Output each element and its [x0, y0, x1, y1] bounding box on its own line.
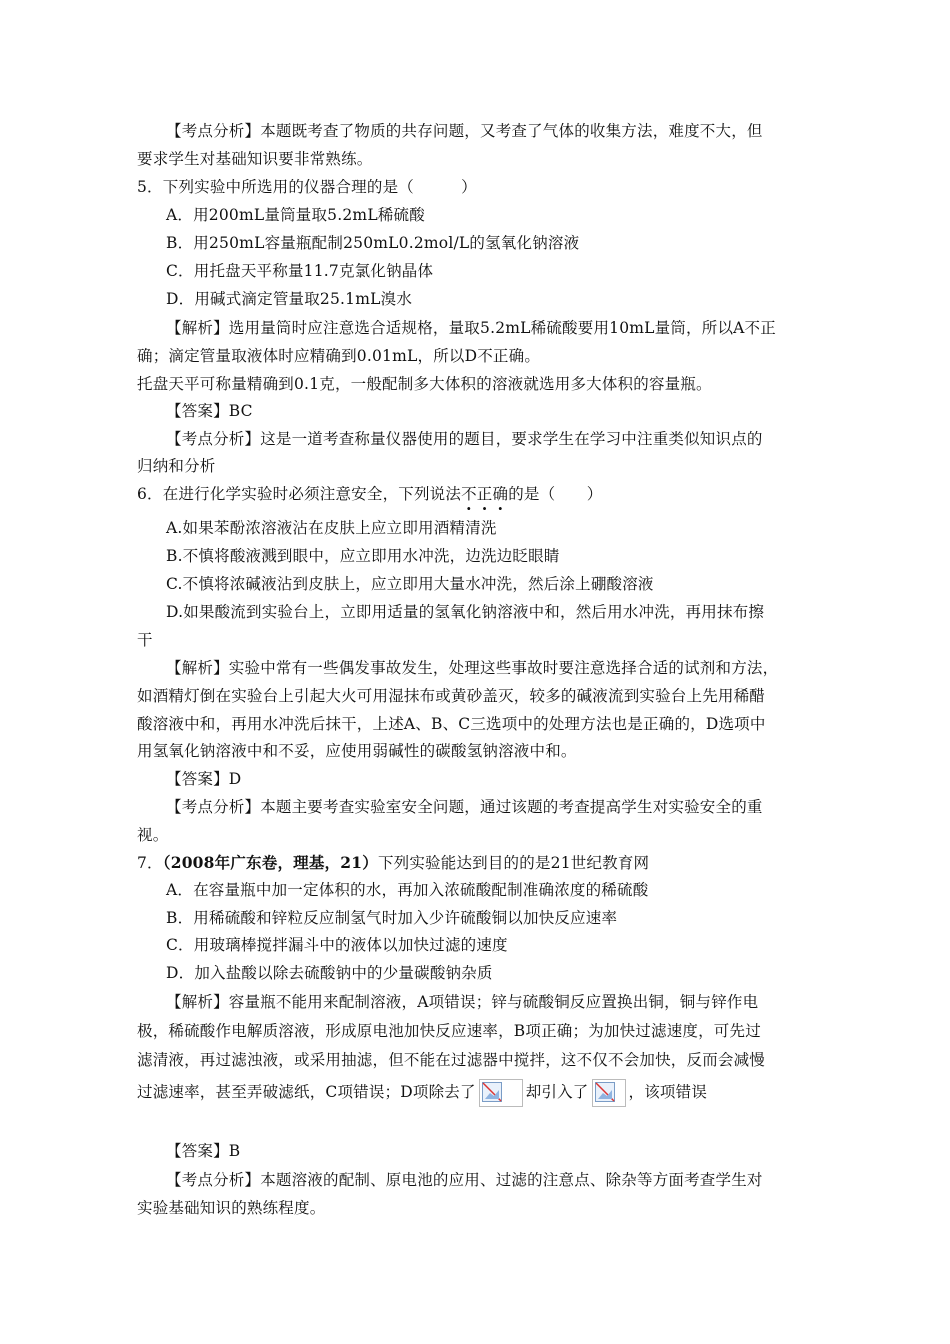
question-6-analysis-line2: 视。 [137, 826, 169, 844]
question-7-solution-text-a: 过滤速率，甚至弄破滤纸，C项错误；D项除去了 [137, 1083, 476, 1101]
question-6-solution-line2: 如酒精灯倒在实验台上引起大火可用湿抹布或黄砂盖灭，较多的碱液流到实验台上先用稀醋 [137, 687, 766, 705]
question-6-option-d-line2: 干 [137, 631, 153, 649]
question-5-option-b: B．用250mL容量瓶配制250mL0.2mol/L的氢氧化钠溶液 [166, 234, 580, 252]
question-7-number: 7． [137, 854, 163, 872]
analysis-q4-line2: 要求学生对基础知识要非常熟练。 [137, 150, 373, 168]
question-7-solution-line4 [137, 1079, 707, 1107]
question-5-analysis-line2: 归纳和分析 [137, 457, 216, 475]
broken-image-icon [479, 1079, 523, 1107]
question-7-option-d: D．加入盐酸以除去硫酸钠中的少量碳酸钠杂质 [166, 964, 493, 982]
question-7-analysis-line1: 【考点分析】本题溶液的配制、原电池的应用、过滤的注意点、除杂等方面考查学生对 [166, 1171, 763, 1189]
question-7-stem [137, 853, 649, 873]
question-6-option-b: B.不慎将酸液溅到眼中，应立即用水冲洗，边洗边眨眼睛 [166, 547, 560, 565]
analysis-q4-line1: 【考点分析】本题既考查了物质的共存问题，又考查了气体的收集方法，难度不大，但 [166, 122, 763, 140]
broken-image-icon [592, 1079, 626, 1107]
question-6-solution-line3: 酸溶液中和，再用水冲洗后抹干，上述A、B、C三选项中的处理方法也是正确的，D选项中 [137, 715, 766, 733]
question-7-solution-text-c: ，该项错误 [628, 1083, 708, 1101]
question-7-option-b: B．用稀硫酸和锌粒反应制氢气时加入少许硫酸铜以加快反应速率 [166, 909, 618, 927]
question-6-solution-line4: 用氢氧化钠溶液中和不妥，应使用弱碱性的碳酸氢钠溶液中和。 [137, 742, 577, 760]
question-5-solution-line2: 确；滴定管量取液体时应精确到0.01mL，所以D不正确。 [137, 347, 541, 365]
question-7-option-c: C．用玻璃棒搅拌漏斗中的液体以加快过滤的速度 [166, 936, 508, 954]
question-5-option-d: D．用碱式滴定管量取25.1mL溴水 [166, 290, 413, 308]
question-5-solution-line1: 【解析】选用量筒时应注意选合适规格，量取5.2mL稀硫酸要用10mL量筒，所以A不正 [166, 319, 776, 337]
question-5-answer: 【答案】BC [166, 402, 253, 420]
question-7-source: （2008年广东卷，理基，21） [162, 853, 378, 872]
question-7-solution-line3: 滤清液，再过滤浊液，或采用抽滤，但不能在过滤器中搅拌，这不仅不会加快，反而会减慢 [137, 1051, 766, 1069]
question-6-option-a: A.如果苯酚浓溶液沾在皮肤上应立即用酒精清洗 [166, 519, 497, 537]
question-7-solution-text-b: 却引入了 [525, 1083, 589, 1101]
question-7-solution-line1: 【解析】容量瓶不能用来配制溶液，A项错误；锌与硫酸铜反应置换出铜，铜与锌作电 [166, 993, 759, 1011]
question-6-stem-text: 6．在进行化学实验时必须注意安全，下列说法 [137, 485, 462, 503]
emphasis-char-zheng: 正 [476, 485, 493, 503]
question-6-answer: 【答案】D [166, 770, 242, 788]
question-6-option-c: C.不慎将浓碱液沾到皮肤上，应立即用大量水冲洗，然后涂上硼酸溶液 [166, 575, 654, 593]
question-6-stem-end: 的是（ ） [508, 485, 603, 503]
emphasis-char-que: 确 [492, 485, 509, 503]
question-6-analysis-line1: 【考点分析】本题主要考查实验室安全问题，通过该题的考查提高学生对实验安全的重 [166, 798, 763, 816]
question-5-option-a: A．用200mL量筒量取5.2mL稀硫酸 [166, 206, 425, 224]
question-6-stem [137, 484, 602, 504]
emphasis-char-bu: 不 [461, 485, 477, 503]
question-5-option-c: C．用托盘天平称量11.7克氯化钠晶体 [166, 262, 434, 280]
question-6-solution-line1: 【解析】实验中常有一些偶发事故发生，处理这些事故时要注意选择合适的试剂和方法， [166, 659, 779, 677]
question-5-solution-line3: 托盘天平可称量精确到0.1克，一般配制多大体积的溶液就选用多大体积的容量瓶。 [137, 375, 712, 393]
question-7-stem-text: 下列实验能达到目的的是21世纪教育网 [377, 854, 650, 872]
question-7-solution-line2: 极，稀硫酸作电解质溶液，形成原电池加快反应速率，B项正确；为加快过滤速度，可先过 [137, 1022, 761, 1040]
question-7-answer: 【答案】B [166, 1142, 241, 1160]
question-7-analysis-line2: 实验基础知识的熟练程度。 [137, 1199, 326, 1217]
question-6-option-d-line1: D.如果酸流到实验台上，立即用适量的氢氧化钠溶液中和，然后用水冲洗，再用抹布擦 [166, 603, 765, 621]
question-5-stem: 5．下列实验中所选用的仪器合理的是（ ） [137, 178, 477, 196]
question-5-analysis-line1: 【考点分析】这是一道考查称量仪器使用的题目，要求学生在学习中注重类似知识点的 [166, 430, 763, 448]
question-7-option-a: A．在容量瓶中加一定体积的水，再加入浓硫酸配制准确浓度的稀硫酸 [166, 881, 649, 899]
